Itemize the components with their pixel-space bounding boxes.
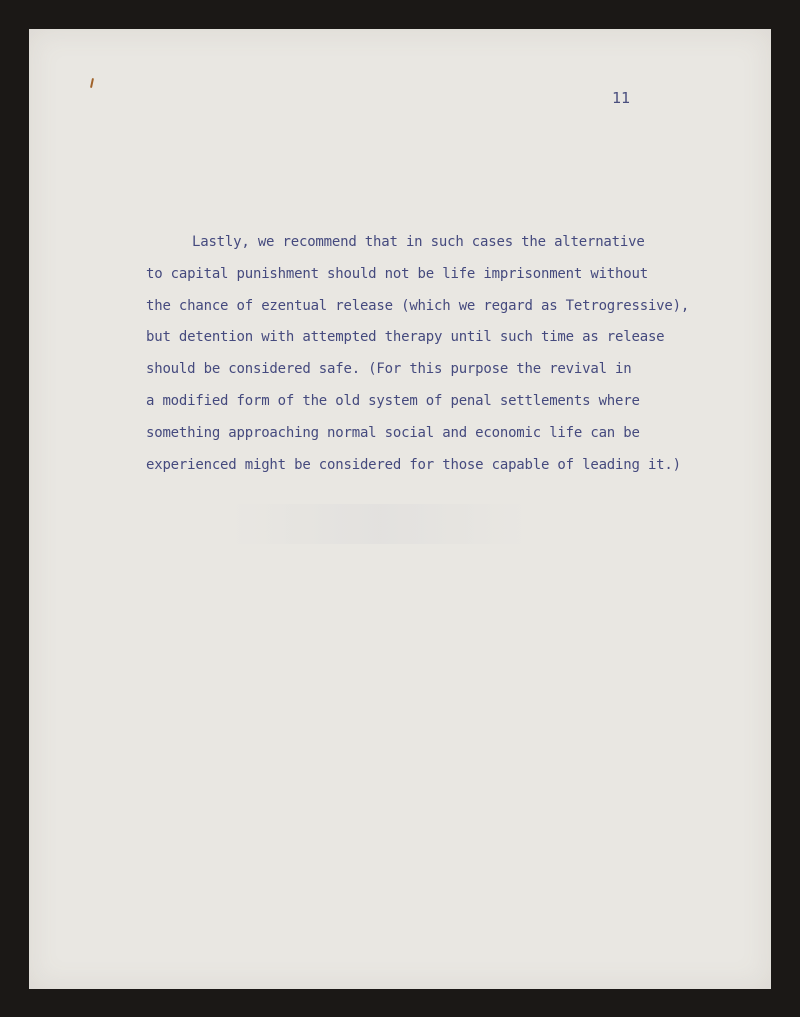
body-paragraph [146,232,766,486]
text-line-4: but detention with attempted therapy until such time as release [146,329,665,346]
text-line-8: experienced might be considered for those capable of leading it.) [146,456,681,473]
text-line-3: the chance of ezentual release (which we regard as Tetrogressive), [146,297,690,314]
text-line-1: Lastly, we recommend that in such cases the alternative [192,234,645,250]
text-line-2: to capital punishment should not be life imprisonment without [146,265,648,282]
paper-sheet [29,29,771,989]
text-line-6: a modified form of the old system of penal settlements where [146,392,640,409]
page-number: 11 [612,89,631,107]
text-line-7: something approaching normal social and economic life can be [146,424,640,441]
text-line-5: should be considered safe. (For this purpose the revival in [146,361,632,378]
bleed-through-shadow [229,504,529,544]
stray-ink-mark [90,78,94,88]
